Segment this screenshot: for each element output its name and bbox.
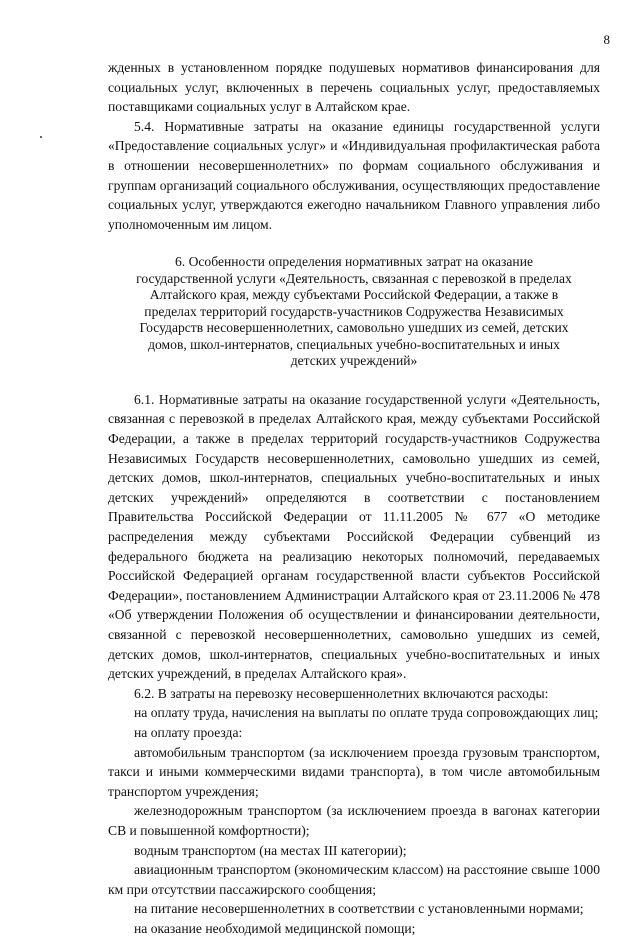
- paragraph-6-1: 6.1. Нормативные затраты на оказание государственной услуги «Деятельность, связанная с перевозкой в пределах Алтайского края, между субъектами Российской Федерации, а также в пределах территорий государств-участников Содружества Независимых Государств несовершеннолетних, самовольно ушедших из семей, детских домов, школ-интернатов, специальных учебно-воспитательных и иных детских учреждений» определяются в соответствии с постановлением Правительства Российской Федерации от 11.11.2005 № 677 «О методике распределения между субъектами Российской Федерации субвенций из федерального бюджета на реализацию некоторых полномочий, передаваемых Российской Федерацией органам государственной власти субъектов Российской Федерации», постановлением Администрации Алтайского края от 23.11.2006 № 478 «Об утверждении Положения об осуществлении и финансировании деятельности, связанной с перевозкой несовершеннолетних, самовольно ушедших из семей, детских домов, школ-интернатов, специальных учебно-воспитательных и иных детских учреждений, в пределах Алтайского края».: [108, 391, 600, 682]
- list-item: на оказание необходимой медицинской помощи;: [134, 920, 416, 936]
- paragraph-6-2: 6.2. В затраты на перевозку несовершеннолетних включаются расходы:: [134, 685, 549, 701]
- paragraph-5-4: 5.4. Нормативные затраты на оказание единицы государственной услуги «Предоставление социальных услуг» и «Индивидуальная профилактическая работа в отношении несовершеннолетних» по формам социального обслуживания и группам организаций социального обслуживания, осуществляющих предоставление социальных услуг, утверждаются ежегодно начальником Главного управления либо уполномоченным им лицом.: [108, 118, 600, 232]
- list-item: на питание несовершеннолетних в соответствии с установленными нормами;: [134, 901, 584, 917]
- list-item: автомобильным транспортом (за исключением проезда грузовым транспортом, такси и иными коммерческими видами транспорта), в том числе автомобильным транспортом учреждения;: [108, 744, 600, 799]
- list-item: на оплату проезда:: [134, 724, 243, 740]
- scan-speck: [40, 136, 42, 138]
- list-item: водным транспортом (на местах III категории);: [134, 842, 407, 858]
- document-body: [108, 58, 600, 938]
- list-item: на оплату труда, начисления на выплаты по оплате труда сопровождающих лиц;: [134, 705, 599, 721]
- page-number: 8: [603, 32, 610, 47]
- list-item: авиационным транспортом (экономическим классом) на расстояние свыше 1000 км при отсутствии пассажирского сообщения;: [108, 862, 600, 897]
- list-item: железнодорожным транспортом (за исключением проезда в вагонах категории СВ и повышенной комфортности);: [108, 803, 600, 838]
- paragraph-continuation: жденных в установленном порядке подушевых нормативов финансирования для социальных услуг, включенных в перечень социальных услуг, предоставляемых поставщиками социальных услуг в Алтайском крае.: [108, 60, 600, 115]
- section-heading-6: 6. Особенности определения нормативных затрат на оказание государственной услуги «Деятельность, связанная с перевозкой в пределах Алтайского края, между субъектами Российской Федерации, а также в пределах территорий государств-участников Содружества Независимых Государств несовершеннолетних, самовольно ушедших из семей, детских домов, школ-интернатов, специальных учебно-воспитательных и иных детских учреждений»: [136, 254, 572, 369]
